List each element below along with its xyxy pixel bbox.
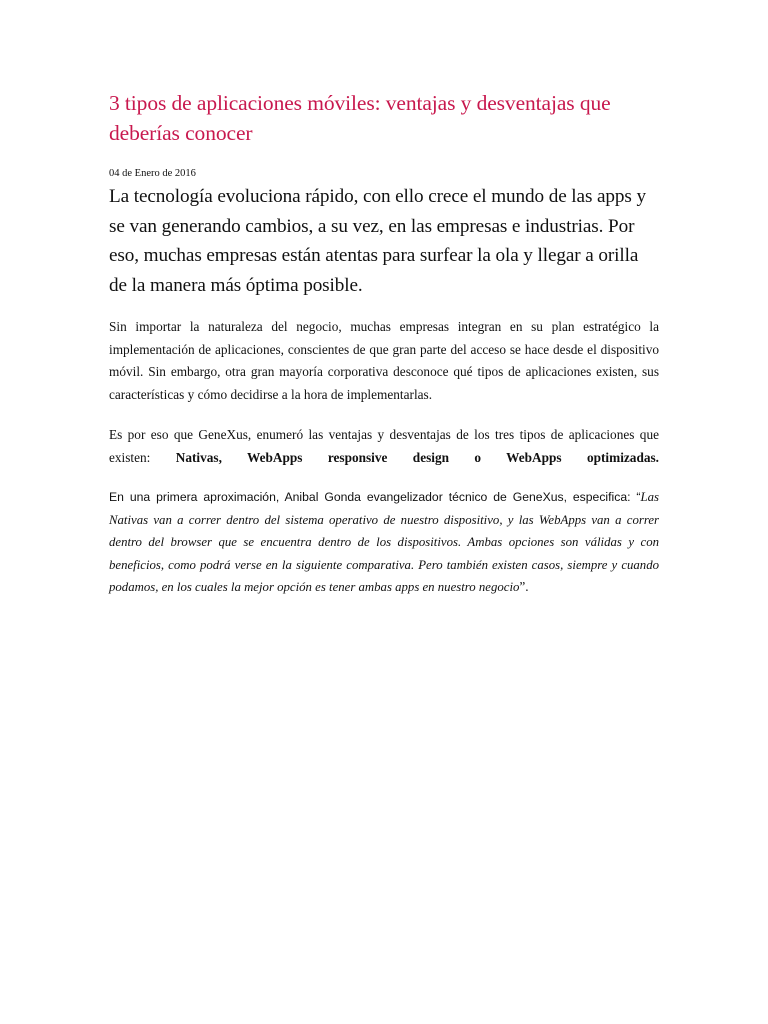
article-title: 3 tipos de aplicaciones móviles: ventajas y desventajas que deberías conocer xyxy=(109,91,611,145)
app-types-list: Nativas, WebApps responsive design o WebApps optimizadas. xyxy=(175,449,659,465)
quote-closing: ”. xyxy=(519,579,529,595)
paragraph-3-intro: En una primera aproximación, Anibal Gonda evangelizador técnico de GeneXus, especifica: “ xyxy=(109,490,641,505)
body-paragraph-1: Sin importar la naturaleza del negocio, muchas empresas integran en su plan estratégico la implementación de aplicaciones, conscientes de que gran parte del acceso se hace desde el dispositivo móvil. Sin embargo, otra gran mayoría corporativa desconoce qué tipos de aplicaciones existen, sus características y cómo decidirse a la hora de implementarlas. xyxy=(109,319,659,402)
document-page xyxy=(109,88,659,612)
lead-paragraph: La tecnología evoluciona rápido, con ello crece el mundo de las apps y se van generando cambios, a su vez, en las empresas e industrias. Por eso, muchas empresas están atentas para surfear la ola y llegar a orilla de la manera más óptima posible. xyxy=(109,186,646,296)
body-paragraph-3 xyxy=(109,486,659,599)
expert-quote: Las Nativas van a correr dentro del sistema operativo de nuestro dispositivo, y las WebApps van a correr dentro del browser que se encuentra dentro de los dispositivos. Ambas opciones son válidas y con beneficios, como podrá verse en la siguiente comparativa. Pero también existen casos, siempre y cuando podamos, en los cuales la mejor opción es tener ambas apps en nuestro negocio xyxy=(109,490,659,595)
article-date: 04 de Enero de 2016 xyxy=(109,168,196,179)
body-paragraph-2 xyxy=(109,424,659,469)
paragraph-2-intro: Es por eso que GeneXus, enumeró las ventajas y desventajas de los tres tipos de aplicaciones que existen: xyxy=(109,427,659,465)
